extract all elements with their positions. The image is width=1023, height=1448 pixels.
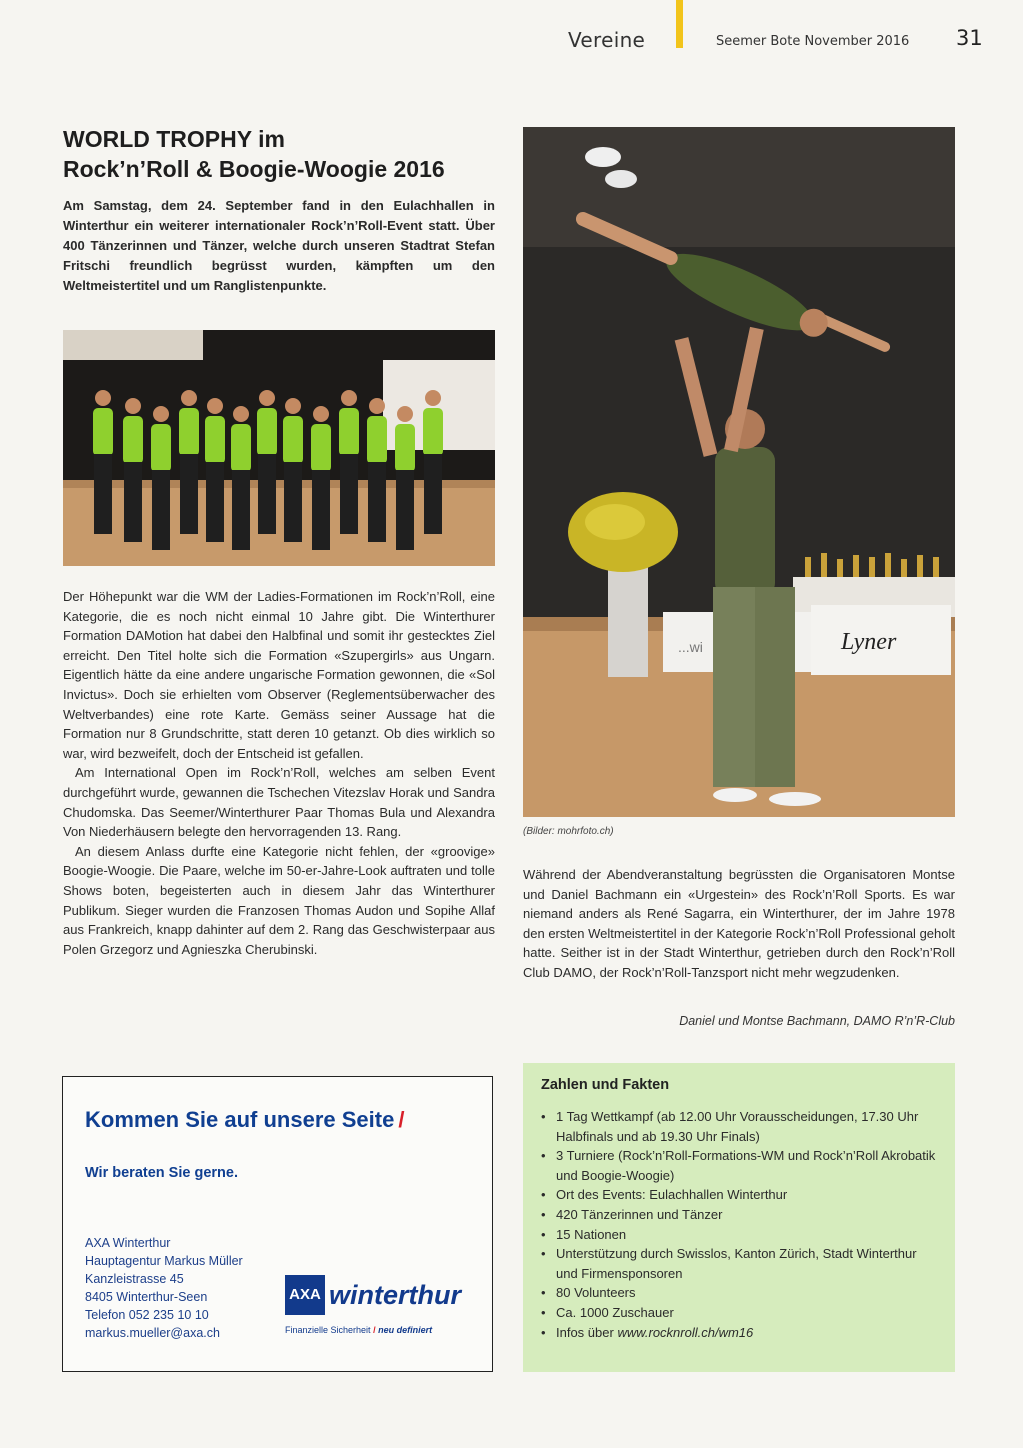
body-paragraph: Der Höhepunkt war die WM der Ladies-Formationen im Rock’n’Roll, eine Kategorie, die es noch nicht einmal 10 Jahre gibt. Die Winterthurer Formation DAMotion hat dabei den Halbfinal und somit ihr gestecktes Ziel erreicht. Den Titel holte sich die Formation «Szupergirls» aus Ungarn. Eigentlich hätte da eine andere ungarische Formation gewonnen, die «Sol Invictus». Doch sie erhielten vom Observer (Reglementsüberwacher des Weltverbandes) eine rote Karte. Gemäss seiner Aussage hat die Formation nur 8 Grundschritte, statt deren 10 getanzt. Ob dies wirklich so war, wird bezweifelt, doch der Entscheid ist gefallen. xyxy=(63,589,495,761)
article-body xyxy=(63,587,495,959)
article-body-right: Während der Abendveranstaltung begrüssten die Organisatoren Montse und Daniel Bachmann ein «Urgestein» des Rock’n’Roll Sports. Es war niemand anders als René Sagarra, ein Winterthurer, der im Jahre 1978 den ersten Weltmeistertitel in der Kategorie Rock’n’Roll Professional geholt hatte. Seither ist in der Stadt Winterthur, getrieben durch den Rock’n’Roll Club DAMO, der Rock’n’Roll-Tanzsport nicht mehr wegzudenken. xyxy=(523,867,955,980)
dancer-legs xyxy=(368,462,386,542)
section-accent-bar xyxy=(676,0,683,48)
tagline-start: Finanzielle Sicherheit xyxy=(285,1325,371,1335)
article-title xyxy=(63,124,503,184)
author-signature: Daniel und Montse Bachmann, DAMO R’n’R-Club xyxy=(679,1014,955,1028)
ad-subline: Wir beraten Sie gerne. xyxy=(85,1165,238,1181)
article-lead: Am Samstag, dem 24. September fand in den Eulachhallen in Winterthur ein weiterer internationaler Rock’n’Roll-Event statt. Über 400 Tänzerinnen und Tänzer, welche durch unseren Stadtrat Stefan Fritschi freundlich begrüsst wurden, kämpften um den Weltmeistertitel und um Ranglistenpunkte. xyxy=(63,198,495,293)
dancer-legs xyxy=(152,470,170,550)
section-title: Vereine xyxy=(568,28,646,52)
article-title-line1: WORLD TROPHY im xyxy=(63,126,285,152)
dancer-figure xyxy=(339,408,359,456)
fact-item: • 420 Tänzerinnen und Tänzer xyxy=(541,1205,941,1225)
address-phone: Telefon 052 235 10 10 xyxy=(85,1308,209,1322)
dancer-head xyxy=(207,398,223,414)
dancer-legs xyxy=(340,454,358,534)
dancer-legs xyxy=(232,470,250,550)
dancer-legs xyxy=(94,454,112,534)
dancer-legs xyxy=(424,454,442,534)
dancer-figure xyxy=(231,424,251,472)
logo-tagline xyxy=(285,1325,432,1335)
article-title-line2: Rock’n’Roll & Boogie-Woogie 2016 xyxy=(63,156,445,182)
advertisement-axa[interactable] xyxy=(62,1076,493,1372)
dancer-figure xyxy=(93,408,113,456)
fact-item: • Unterstützung durch Swisslos, Kanton Zürich, Stadt Winterthur und Firmensponsoren xyxy=(541,1244,941,1283)
logo-wordmark: winterthur xyxy=(329,1280,461,1310)
fact-item: • Ca. 1000 Zuschauer xyxy=(541,1303,941,1323)
address-line: Kanzleistrasse 45 xyxy=(85,1272,184,1286)
facts-website-link[interactable]: www.rocknroll.ch/wm16 xyxy=(617,1324,754,1340)
dancer-legs xyxy=(284,462,302,542)
dancer-figure xyxy=(123,416,143,464)
ad-slash-mark: / xyxy=(398,1107,405,1132)
dancer-head xyxy=(125,398,141,414)
dancer-legs xyxy=(180,454,198,534)
address-line: 8405 Winterthur-Seen xyxy=(85,1290,208,1304)
banner-right-text: Lyner xyxy=(841,629,897,655)
dancer-legs xyxy=(312,470,330,550)
dancer-legs xyxy=(124,462,142,542)
dancer-figure xyxy=(367,416,387,464)
photo-acrobatic-lift xyxy=(523,127,955,817)
dancer-head xyxy=(153,406,169,422)
dancer-head xyxy=(313,406,329,422)
fact-item-link xyxy=(541,1323,941,1343)
photo-credit: (Bilder: mohrfoto.ch) xyxy=(523,826,614,837)
facts-list xyxy=(541,1107,941,1342)
facts-title: Zahlen und Fakten xyxy=(541,1077,670,1093)
dancer-head xyxy=(425,390,441,406)
dancer-head xyxy=(259,390,275,406)
dancer-head xyxy=(369,398,385,414)
dancer-figure xyxy=(151,424,171,472)
dancer-figure xyxy=(205,416,225,464)
address-line: AXA Winterthur xyxy=(85,1236,171,1250)
fact-item: • 80 Volunteers xyxy=(541,1283,941,1303)
ad-headline xyxy=(85,1107,404,1133)
tagline-end: neu definiert xyxy=(378,1325,433,1335)
dancer-legs xyxy=(206,462,224,542)
dancer-figure xyxy=(179,408,199,456)
ad-contact-address xyxy=(85,1234,243,1342)
dancer-figure xyxy=(423,408,443,456)
dancer-head xyxy=(341,390,357,406)
photo-dance-formation xyxy=(63,330,495,566)
address-line: Hauptagentur Markus Müller xyxy=(85,1254,243,1268)
dancer-head xyxy=(95,390,111,406)
fact-item: • Ort des Events: Eulachhallen Winterthur xyxy=(541,1185,941,1205)
ad-headline-text: Kommen Sie auf unsere Seite xyxy=(85,1107,395,1132)
dancer-head xyxy=(397,406,413,422)
dancer-figure xyxy=(257,408,277,456)
address-email[interactable]: markus.mueller@axa.ch xyxy=(85,1326,220,1340)
dancer-figure xyxy=(283,416,303,464)
fact-item: • 15 Nationen xyxy=(541,1225,941,1245)
tagline-slash: / xyxy=(373,1325,376,1335)
body-paragraph: Am International Open im Rock’n’Roll, welches am selben Event durchgeführt wurde, gewannen die Tschechen Vitezslav Horak und Sandra Chudomska. Das Seemer/Winterthurer Paar Thomas Bula und Alexandra Von Niederhäusern belegte den hervorragenden 13. Rang. xyxy=(63,765,495,840)
dancer-figure xyxy=(311,424,331,472)
dancer-head xyxy=(285,398,301,414)
dancer-head xyxy=(181,390,197,406)
fact-item: • 1 Tag Wettkampf (ab 12.00 Uhr Vorausscheidungen, 17.30 Uhr Halbfinals und ab 19.30 Uhr Finals) xyxy=(541,1107,941,1146)
fact-link-prefix: Infos über xyxy=(556,1324,618,1340)
fact-item: • 3 Turniere (Rock’n’Roll-Formations-WM und Rock’n’Roll Akrobatik und Boogie-Woogie) xyxy=(541,1146,941,1185)
magazine-issue: Seemer Bote November 2016 xyxy=(716,34,910,49)
facts-box xyxy=(523,1063,955,1372)
axa-logo-icon: AXA xyxy=(285,1275,325,1315)
axa-winterthur-logo xyxy=(285,1273,475,1343)
dancer-figure xyxy=(395,424,415,472)
dancer-head xyxy=(233,406,249,422)
banner-left-text: ...wi xyxy=(678,639,703,655)
dancer-legs xyxy=(396,470,414,550)
dancer-legs xyxy=(258,454,276,534)
page-number: 31 xyxy=(956,26,983,50)
body-paragraph: An diesem Anlass durfte eine Kategorie nicht fehlen, der «groovige» Boogie-Woogie. Die Paare, welche im 50-er-Jahre-Look auftraten und tolle Shows boten, begeisterten auch in diesem Jahr das Winterthurer Publikum. Sieger wurden die Franzosen Thomas Audon und Sopihe Allaf aus Frankreich, knapp dahinter auf dem 2. Rang das Geschwisterpaar aus Polen Grzegorz und Agnieszka Cherubinski. xyxy=(63,843,495,957)
